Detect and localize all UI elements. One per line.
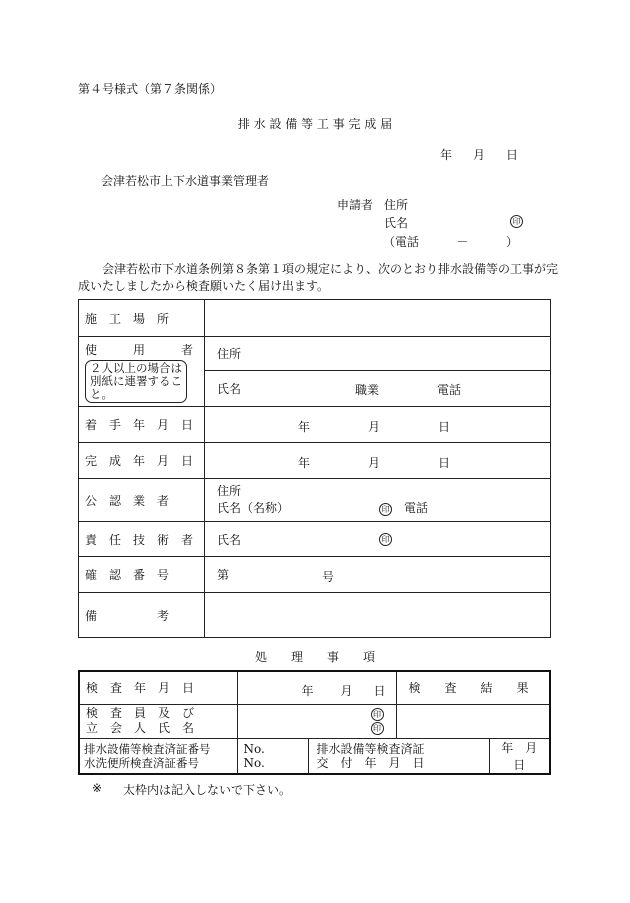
inspector-row	[79, 704, 550, 738]
certificate-no-field[interactable]: No. No.	[237, 738, 308, 774]
applicant-label: 申請者	[337, 198, 374, 212]
processing-title: 処 理 事 項	[254, 650, 375, 664]
user-note: ２人以上の場合は 別紙に連署するこ と。	[85, 360, 187, 403]
inspect-date-field[interactable]: 年 月 日	[237, 671, 396, 704]
certificate-no-label: 排水設備等検査済証番号 水洗便所検査済証番号	[79, 738, 237, 774]
addressee: 会津若松市上下水道事業管理者	[101, 174, 270, 188]
applicant-address-label: 住所	[384, 198, 409, 212]
engineer-seal-mark: 印	[379, 533, 392, 546]
complete-date-row	[79, 443, 551, 479]
processing-table	[78, 670, 551, 775]
confirm-no-row	[79, 557, 551, 593]
site-field[interactable]	[205, 300, 551, 337]
engineer-row	[79, 522, 551, 557]
remarks-row	[79, 593, 551, 638]
user-label: 使 用 者	[85, 342, 194, 357]
start-date-label: 着 手 年 月 日	[85, 418, 194, 432]
user-name-field[interactable]: 氏名 職業 電話	[205, 371, 551, 407]
inspect-result-field[interactable]	[396, 704, 550, 738]
contractor-label: 公 認 業 者	[85, 493, 170, 508]
form-number: 第４号様式（第７条関係）	[78, 82, 223, 96]
inspect-date-label: 検 査 年 月 日	[86, 681, 195, 696]
engineer-label: 責 任 技 術 者	[85, 532, 194, 547]
inspector-seal-mark-2: 印	[371, 722, 384, 735]
confirm-no-label: 確 認 番 号	[85, 568, 170, 582]
inspect-date-row	[79, 671, 550, 704]
contractor-seal-mark: 印	[379, 503, 392, 516]
user-address-field[interactable]: 住所	[205, 337, 551, 371]
user-phone-label: 電話	[437, 383, 462, 397]
site-row	[79, 300, 551, 337]
start-date-field[interactable]: 年 月 日	[205, 407, 551, 443]
footnote: 太枠内は記入しないで下さい。	[123, 783, 292, 797]
inspector-label: 検 査 員 及 び 立 会 人 氏 名	[79, 704, 237, 738]
complete-date-label: 完 成 年 月 日	[85, 454, 194, 468]
body-text-line-1: 会津若松市下水道条例第８条第１項の規定により、次のとおり排水設備等の工事が完	[102, 262, 559, 276]
issue-date-label: 排水設備等検査済証 交 付 年 月 日	[308, 738, 489, 774]
footnote-mark: ※	[92, 781, 103, 795]
main-table	[78, 299, 551, 638]
contractor-phone-label: 電話	[404, 501, 429, 515]
user-occupation-label: 職業	[355, 383, 380, 397]
page-title: 排 水 設 備 等 工 事 完 成 届	[237, 117, 393, 131]
applicant-seal-mark: 印	[510, 214, 523, 228]
remarks-label: 備 考	[85, 608, 170, 623]
complete-date-field[interactable]: 年 月 日	[205, 443, 551, 479]
contractor-row	[79, 479, 551, 522]
user-label-cell	[79, 337, 205, 407]
engineer-field[interactable]: 氏名 印	[205, 522, 551, 557]
confirm-no-field[interactable]: 第 号	[205, 557, 551, 593]
inspector-field[interactable]	[237, 704, 396, 738]
inspect-result-label: 検 査 結 果	[408, 681, 529, 696]
contractor-field[interactable]: 住所 氏名（名称） 印 電話	[205, 479, 551, 522]
applicant-phone: （電話 － ）	[383, 235, 518, 249]
certificate-row	[79, 738, 550, 774]
body-text-line-2: 成いたしましたから検査願いたく届け出ます。	[78, 279, 330, 293]
applicant-name-label: 氏名	[384, 216, 409, 230]
issue-date-field[interactable]: 年 月 日	[489, 738, 550, 774]
user-row	[79, 337, 551, 371]
inspector-seal-mark-1: 印	[371, 708, 384, 721]
site-label: 施 工 場 所	[85, 311, 170, 326]
submission-date: 年 月 日	[440, 148, 518, 162]
start-date-row	[79, 407, 551, 443]
remarks-field[interactable]	[205, 593, 551, 638]
